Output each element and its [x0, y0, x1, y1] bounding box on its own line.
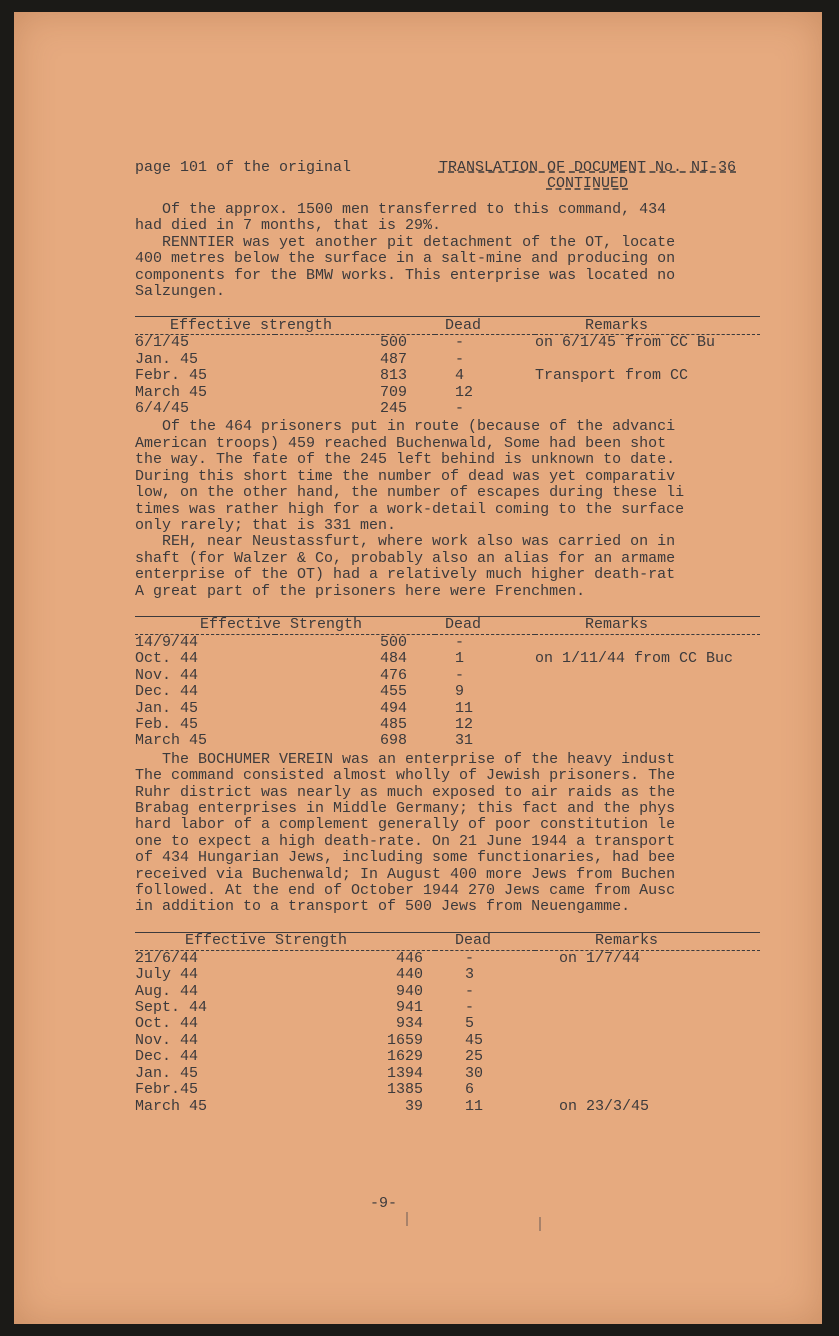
date-cell: Sept. 44	[135, 999, 208, 1017]
text-line: of 434 Hungarian Jews, including some functionaries, had bee	[135, 849, 676, 867]
remarks-cell	[535, 352, 760, 368]
text-line: in addition to a transport of 500 Jews from Neuengamme.	[135, 898, 631, 916]
column-header-dead: Dead	[435, 932, 535, 950]
strength-cell: 1385	[386, 1081, 423, 1099]
renntier-strength-table	[135, 316, 760, 417]
table-row	[135, 1082, 760, 1098]
strength-cell: 484	[379, 650, 407, 668]
strength-cell: 245	[379, 400, 407, 418]
text-line: had died in 7 months, that is 29%.	[135, 217, 442, 235]
dead-cell: 4	[455, 367, 465, 385]
strength-cell: 698	[379, 732, 407, 750]
table-row	[135, 967, 760, 983]
dead-cell: 12	[455, 715, 474, 733]
dead-cell: -	[455, 633, 465, 651]
date-cell: March 45	[135, 732, 208, 750]
text-line: Salzungen.	[135, 283, 226, 301]
table-row	[135, 368, 760, 384]
text-line: received via Buchenwald; In August 400 more Jews from Buchen	[135, 865, 676, 883]
remarks-cell	[535, 967, 760, 983]
remarks-cell	[535, 701, 760, 717]
table-row	[135, 950, 760, 967]
remarks-cell	[535, 634, 760, 651]
strength-cell: 500	[379, 334, 407, 352]
date-cell: Jan. 45	[135, 1064, 199, 1082]
remarks-cell	[535, 1000, 760, 1016]
paragraph-bochumer-verein	[135, 752, 760, 916]
strength-cell: 1394	[386, 1064, 423, 1082]
remarks-cell	[535, 1066, 760, 1082]
remarks-cell: on 6/1/45 from CC Bu	[535, 334, 716, 352]
column-header-remarks: Remarks	[535, 317, 760, 335]
dead-cell: 5	[465, 1015, 475, 1033]
strength-cell: 1659	[386, 1031, 423, 1049]
date-cell: Aug. 44	[135, 982, 199, 1000]
text-line: Brabag enterprises in Middle Germany; this fact and the phys	[135, 800, 676, 817]
translation-title-block	[415, 160, 760, 193]
strength-cell: 813	[379, 367, 407, 385]
column-header-strength: Effective Strength	[135, 616, 435, 634]
table-row	[135, 984, 760, 1000]
dead-cell: -	[465, 999, 475, 1017]
table-row	[135, 651, 760, 667]
table-row	[135, 385, 760, 401]
date-cell: Dec. 44	[135, 683, 199, 701]
strength-cell: 941	[395, 999, 423, 1017]
text-line: The command consisted almost wholly of Jewish prisoners. The	[135, 767, 676, 785]
date-cell: Feb. 45	[135, 715, 199, 733]
dead-cell: 11	[465, 1097, 484, 1115]
column-header-dead: Dead	[435, 616, 535, 634]
date-cell: 6/1/45	[135, 334, 190, 352]
text-line: RENNTIER was yet another pit detachment of the OT, locate	[135, 233, 676, 251]
date-cell: Oct. 44	[135, 650, 199, 668]
text-line: The BOCHUMER VEREIN was an enterprise of the heavy indust	[135, 750, 676, 768]
strength-cell: 1629	[386, 1048, 423, 1066]
bochumer-strength-table	[135, 932, 760, 1115]
text-line: enterprise of the OT) had a relatively much higher death-rat	[135, 566, 676, 584]
remarks-cell: on 1/11/44 from CC Buc	[535, 650, 734, 668]
text-line: REH, near Neustassfurt, where work also was carried on in	[135, 533, 676, 551]
column-header-remarks: Remarks	[535, 932, 760, 950]
dead-cell: 31	[455, 732, 474, 750]
table-row	[135, 684, 760, 700]
date-cell: Febr. 45	[135, 367, 208, 385]
remarks-cell	[535, 401, 760, 417]
dead-cell: -	[455, 350, 465, 368]
text-line: low, on the other hand, the number of escapes during these li	[135, 484, 685, 502]
dead-cell: 30	[465, 1064, 484, 1082]
date-cell: 14/9/44	[135, 633, 199, 651]
date-cell: Jan. 45	[135, 699, 199, 717]
text-line: Ruhr district was nearly as much exposed to air raids as the	[135, 783, 676, 801]
dead-cell: 3	[465, 966, 475, 984]
remarks-cell: Transport from CC	[535, 367, 689, 385]
text-line: the way. The fate of the 245 left behind is unknown to date.	[135, 451, 676, 469]
table-row	[135, 717, 760, 733]
paragraph-renntier-transport	[135, 419, 760, 599]
table-row	[135, 1033, 760, 1049]
date-cell: Dec. 44	[135, 1048, 199, 1066]
table-header-row	[135, 932, 760, 950]
dead-cell: 6	[465, 1081, 475, 1099]
column-header-remarks: Remarks	[535, 616, 760, 634]
remarks-cell	[535, 717, 760, 733]
table-row	[135, 1000, 760, 1016]
strength-cell: 39	[404, 1097, 423, 1115]
table-row	[135, 733, 760, 749]
text-line: times was rather high for a work-detail coming to the surface	[135, 500, 685, 518]
dead-cell: 45	[465, 1031, 484, 1049]
date-cell: July 44	[135, 966, 199, 984]
dead-cell: -	[465, 949, 475, 967]
remarks-cell	[535, 385, 760, 401]
date-cell: Oct. 44	[135, 1015, 199, 1033]
table-row	[135, 701, 760, 717]
remarks-cell	[535, 1049, 760, 1065]
text-line: 400 metres below the surface in a salt-mine and producing on	[135, 250, 676, 268]
remarks-cell	[535, 1016, 760, 1032]
dead-cell: 9	[455, 683, 465, 701]
date-cell: Febr.45	[135, 1081, 199, 1099]
pencil-mark	[539, 1217, 541, 1231]
table-header-row	[135, 616, 760, 634]
dead-cell: 12	[455, 383, 474, 401]
dead-cell: 1	[455, 650, 465, 668]
remarks-cell	[535, 684, 760, 700]
dead-cell: -	[465, 982, 475, 1000]
table-row	[135, 1066, 760, 1082]
remarks-cell	[535, 1033, 760, 1049]
table-header-row	[135, 317, 760, 335]
date-cell: March 45	[135, 383, 208, 401]
text-line: A great part of the prisoners here were Frenchmen.	[135, 582, 586, 600]
strength-cell: 709	[379, 383, 407, 401]
remarks-cell: on 1/7/44	[559, 949, 641, 967]
table-row	[135, 634, 760, 651]
paragraph-intro	[135, 202, 760, 300]
dead-cell: 25	[465, 1048, 484, 1066]
text-line: Of the approx. 1500 men transferred to this command, 434	[135, 201, 667, 218]
remarks-cell	[535, 984, 760, 1000]
document-body	[135, 160, 760, 1115]
date-cell: Nov. 44	[135, 666, 199, 684]
remarks-cell	[535, 733, 760, 749]
text-line: Of the 464 prisoners put in route (because of the advanci	[135, 418, 676, 436]
text-line: shaft (for Walzer & Co, probably also an alias for an armame	[135, 549, 676, 567]
date-cell: Nov. 44	[135, 1031, 199, 1049]
strength-cell: 485	[379, 715, 407, 733]
table-row	[135, 1016, 760, 1032]
text-line: only rarely; that is 331 men.	[135, 516, 397, 534]
text-line: American troops) 459 reached Buchenwald, Some had been shot	[135, 434, 667, 452]
table-row	[135, 1049, 760, 1065]
dead-cell: 11	[455, 699, 474, 717]
dead-cell: -	[455, 666, 465, 684]
strength-cell: 487	[379, 350, 407, 368]
strength-cell: 934	[395, 1015, 423, 1033]
table-row	[135, 401, 760, 417]
table-row	[135, 352, 760, 368]
continued-label: CONTINUED	[546, 175, 628, 193]
dead-cell: -	[455, 400, 465, 418]
page-header	[135, 160, 760, 194]
date-cell: 6/4/45	[135, 400, 190, 418]
strength-cell: 476	[379, 666, 407, 684]
text-line: one to expect a high death-rate. On 21 June 1944 a transport	[135, 832, 676, 850]
date-cell: 21/6/44	[135, 949, 199, 967]
text-line: During this short time the number of dead was yet comparativ	[135, 467, 676, 485]
strength-cell: 455	[379, 683, 407, 701]
translation-title: TRANSLATION OF DOCUMENT No. NI-36	[438, 160, 737, 176]
strength-cell: 446	[395, 949, 423, 967]
column-header-strength: Effective Strength	[135, 932, 435, 950]
remarks-cell	[535, 1082, 760, 1098]
reh-strength-table	[135, 616, 760, 750]
table-row	[135, 668, 760, 684]
original-page-reference: page 101 of the original	[135, 160, 352, 176]
strength-cell: 440	[395, 966, 423, 984]
strength-cell: 940	[395, 982, 423, 1000]
text-line: followed. At the end of October 1944 270 Jews came from Ausc	[135, 882, 676, 900]
column-header-dead: Dead	[435, 317, 535, 335]
dead-cell: -	[455, 334, 465, 352]
text-line: components for the BMW works. This enterprise was located no	[135, 266, 676, 284]
remarks-cell	[535, 668, 760, 684]
page-number: -9-	[370, 1195, 398, 1212]
text-line: hard labor of a complement generally of poor constitution le	[135, 816, 676, 834]
pencil-mark	[406, 1212, 408, 1226]
table-row	[135, 335, 760, 352]
date-cell: Jan. 45	[135, 350, 199, 368]
strength-cell: 500	[379, 633, 407, 651]
date-cell: March 45	[135, 1097, 208, 1115]
remarks-cell: on 23/3/45	[559, 1097, 650, 1115]
strength-cell: 494	[379, 699, 407, 717]
column-header-strength: Effective strength	[135, 317, 435, 335]
table-row	[135, 1099, 760, 1115]
